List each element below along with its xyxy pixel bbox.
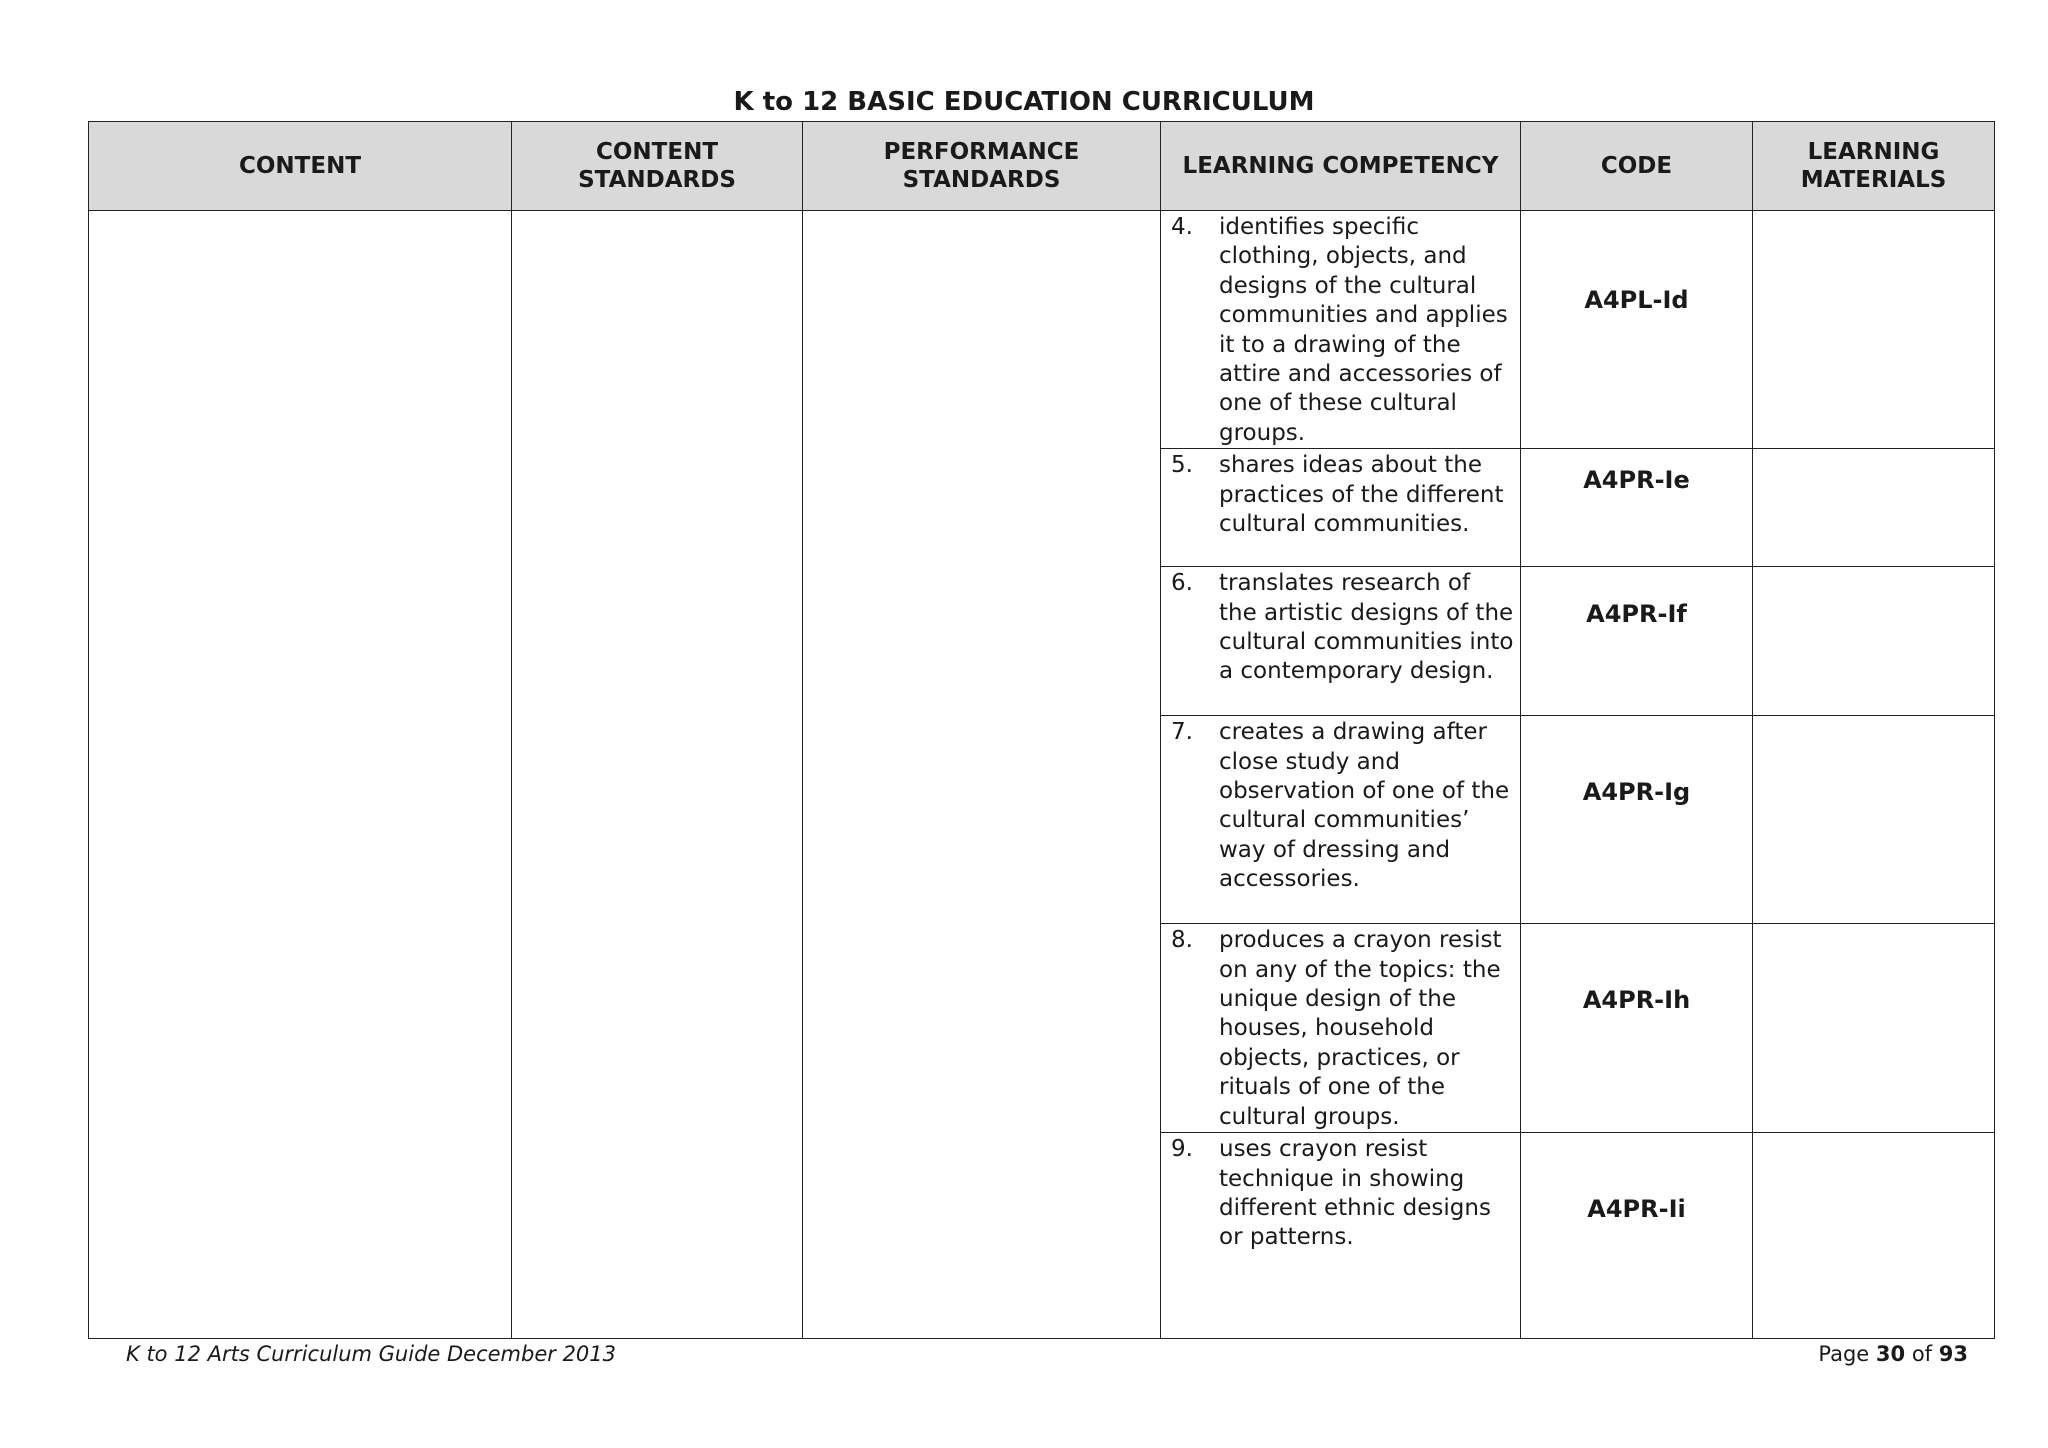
competency-cell xyxy=(1161,567,1521,716)
page-number: Page 30 of 93 xyxy=(1818,1342,1968,1366)
competency-text: creates a drawing after close study and observation of one of the cultural communities’ way of dressing and accessories. xyxy=(1219,719,1510,893)
header-learning-competency: LEARNING COMPETENCY xyxy=(1161,122,1521,211)
competency-number: 4. xyxy=(1171,214,1193,240)
header-content: CONTENT xyxy=(89,122,512,211)
code-value: A4PR-If xyxy=(1586,600,1687,629)
materials-cell xyxy=(1753,211,1995,449)
curriculum-table xyxy=(88,121,1995,1339)
competency-cell xyxy=(1161,211,1521,449)
competency-number: 7. xyxy=(1171,719,1193,746)
code-value: A4PR-Ii xyxy=(1587,1195,1686,1224)
materials-cell xyxy=(1753,924,1995,1133)
code-cell xyxy=(1521,924,1753,1133)
competency-number: 9. xyxy=(1171,1136,1193,1163)
content-standards-cell xyxy=(512,211,803,1339)
code-cell xyxy=(1521,449,1753,567)
footer-guide-title: K to 12 Arts Curriculum Guide December 2013 xyxy=(126,1342,617,1366)
code-cell xyxy=(1521,567,1753,716)
competency-number: 5. xyxy=(1171,452,1193,479)
code-value: A4PR-Ie xyxy=(1583,466,1690,495)
competency-number: 8. xyxy=(1171,927,1193,954)
competency-cell xyxy=(1161,449,1521,567)
page-title: K to 12 BASIC EDUCATION CURRICULUM xyxy=(733,87,1315,117)
competency-text: translates research of the artistic designs of the cultural communities into a contemporary design. xyxy=(1219,570,1514,685)
code-value: A4PR-Ih xyxy=(1582,986,1691,1015)
code-cell xyxy=(1521,716,1753,924)
code-value: A4PL-Id xyxy=(1584,286,1689,314)
table-row xyxy=(89,211,1995,449)
competency-text: uses crayon resist technique in showing different ethnic designs or patterns. xyxy=(1219,1136,1491,1251)
competency-cell xyxy=(1161,1133,1521,1339)
content-cell xyxy=(89,211,512,1339)
code-value: A4PR-Ig xyxy=(1582,778,1691,807)
code-cell xyxy=(1521,1133,1753,1339)
competency-text: shares ideas about the practices of the different cultural communities. xyxy=(1219,452,1504,538)
materials-cell xyxy=(1753,567,1995,716)
materials-cell xyxy=(1753,449,1995,567)
header-content-standards: CONTENT STANDARDS xyxy=(512,122,803,211)
competency-text: produces a crayon resist on any of the topics: the unique design of the houses, household objects, practices, or rituals of one of the cultural groups. xyxy=(1219,927,1502,1130)
competency-cell xyxy=(1161,716,1521,924)
code-cell xyxy=(1521,211,1753,449)
competency-text: identifies specific clothing, objects, and designs of the cultural communities and applies it to a drawing of the attire and accessories of one of these cultural groups. xyxy=(1219,214,1508,446)
competency-cell xyxy=(1161,924,1521,1133)
table-header-row xyxy=(89,122,1995,211)
header-learning-materials: LEARNING MATERIALS xyxy=(1753,122,1995,211)
materials-cell xyxy=(1753,1133,1995,1339)
performance-standards-cell xyxy=(803,211,1161,1339)
header-performance-standards: PERFORMANCE STANDARDS xyxy=(803,122,1161,211)
header-code: CODE xyxy=(1521,122,1753,211)
materials-cell xyxy=(1753,716,1995,924)
competency-number: 6. xyxy=(1171,570,1193,597)
